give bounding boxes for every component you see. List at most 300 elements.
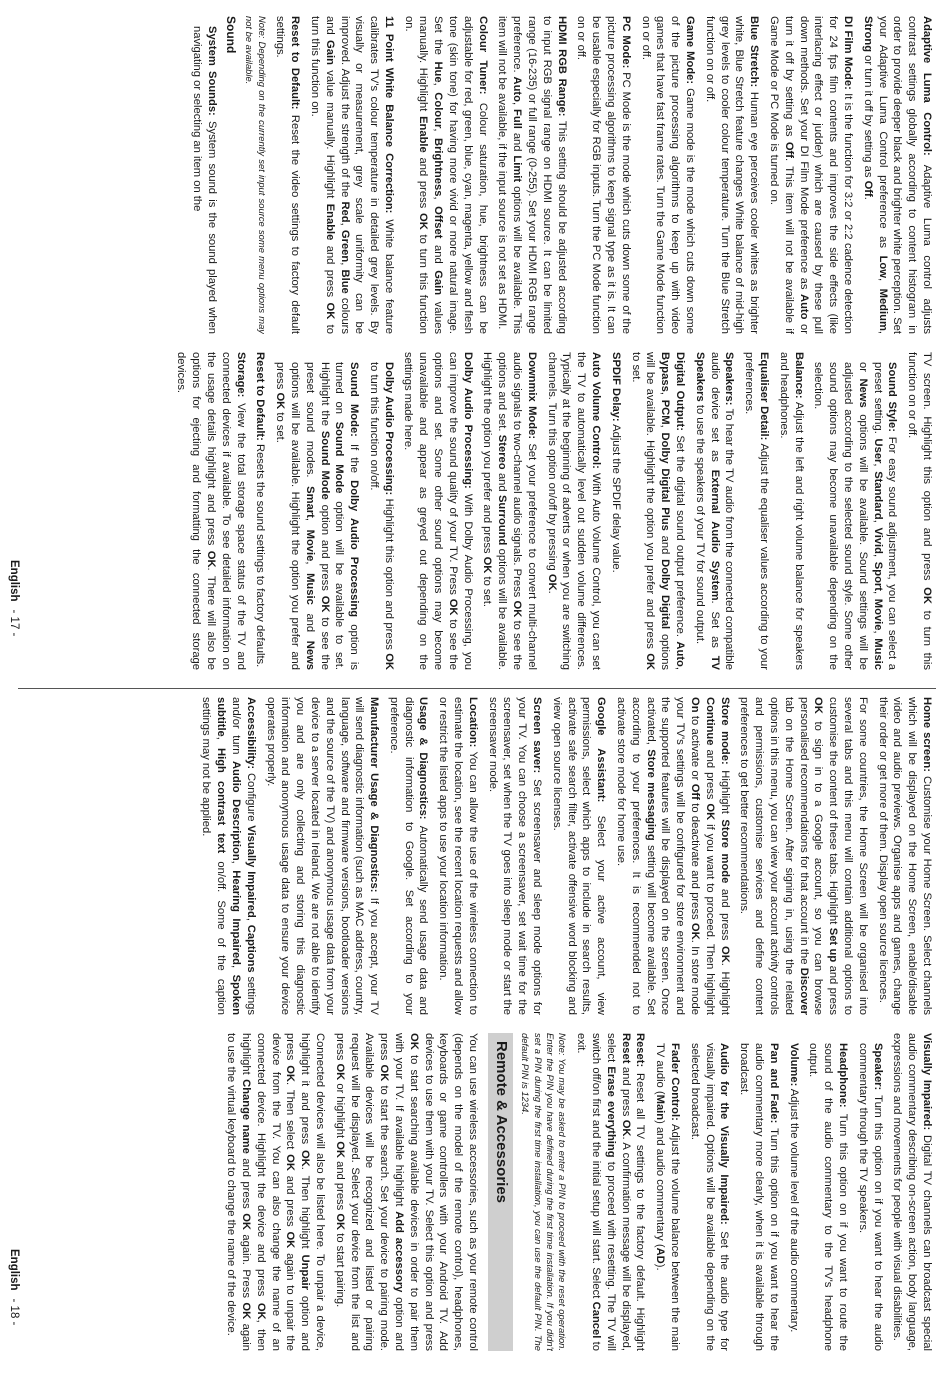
bold-term: Music: [871, 638, 884, 670]
page-18: [0, 689, 950, 1379]
bold-term: OK: [812, 697, 825, 714]
text-run: ,: [659, 424, 672, 433]
bold-term: Visually Impaired:: [921, 1033, 933, 1131]
paragraph: [652, 1033, 682, 1351]
text-run: options will be available. This item will not be available, if the input source is not set as HDMI.: [496, 16, 524, 334]
bold-term: 11 Point White Balance Correction:: [382, 16, 395, 214]
bold-term: DI Film Mode:: [842, 16, 855, 90]
bold-term: Blue Stretch:: [748, 16, 761, 88]
bold-term: OK: [318, 595, 331, 613]
bold-term: OK: [689, 922, 702, 940]
bold-term: HDMI RGB Range:: [555, 16, 568, 117]
bold-term: OK: [204, 550, 217, 568]
text-run: Digital TV channels can broadcast special audio commentary describing on-screen action, body language, expressions and movements for people with visual disabilities.: [891, 1033, 933, 1351]
paragraph: [366, 352, 396, 670]
text-run: ,: [303, 561, 316, 574]
text-run: . In store mode your TV's settings will be configured for store environment and the supported features will be displayed on the screen. Once activated,: [644, 697, 702, 1015]
text-run: Set the audio type for visually impaired. Options will be available depending on the selected broadcast.: [688, 1043, 731, 1351]
bold-term: OK: [382, 653, 395, 670]
text-run: ,: [244, 917, 257, 925]
paragraph: [628, 352, 687, 670]
paragraph: [638, 16, 697, 334]
text-run: ,: [876, 277, 889, 289]
text-run: and: [303, 604, 316, 641]
text-run: tab on the Home Screen. After signing in, using the related options in this menu, you can view your account activity controls and permissions, customise services and define content preferences to get better recommendations.: [738, 697, 795, 1015]
paragraph: [307, 16, 396, 334]
paragraph: [436, 697, 480, 1015]
bold-term: Location:: [466, 697, 479, 748]
paragraph: [273, 16, 303, 334]
bold-term: OK: [284, 1231, 297, 1249]
bold-term: Store mode:: [718, 697, 731, 765]
bold-term: Sound Mode:: [348, 362, 361, 437]
bold-term: Headphone:: [837, 1043, 850, 1108]
paragraph: [401, 352, 475, 670]
paragraph: [692, 352, 736, 670]
bold-term: Set up: [827, 927, 840, 963]
text-run: You can allow the use of the wireless connection to estimate the location, see the recent location requests and allow or restrict the listed apps to use your location information.: [437, 697, 479, 1015]
text-run: and: [659, 530, 672, 560]
text-run: or highlight: [333, 1080, 346, 1142]
bold-term: Unpair: [299, 1254, 312, 1291]
page-number: - 18 -: [8, 1298, 20, 1326]
text-run: or: [856, 362, 869, 379]
text-run: to use the speakers of your TV for sound output.: [693, 401, 706, 645]
paragraph: [485, 697, 544, 1015]
text-run: Resets the sound settings to factory defaults.: [254, 440, 267, 668]
text-run: ,: [871, 519, 884, 528]
bold-term: Medium: [876, 288, 889, 331]
bold-term: Standard: [871, 471, 884, 520]
text-run: Connected devices will also be listed here. To unpair a device, highlight it and press: [299, 1033, 327, 1351]
text-run: to sign in to a Google account, so you can browse personalised recommendations for that account in the: [797, 697, 825, 1015]
paragraph: [786, 1033, 801, 1351]
bold-term: Enable: [323, 203, 336, 241]
text-run: option and press: [318, 499, 331, 596]
paragraph: [904, 352, 934, 670]
text-run: .: [545, 590, 558, 594]
text-run: ,: [659, 391, 672, 400]
paragraph: [736, 1033, 780, 1351]
bold-term: OK: [274, 392, 287, 410]
text-run: ,: [674, 666, 687, 670]
text-run: Select your active account, view permissions, select which apps to include in search results, activate safe search filter, activate offensive word blocking and view open source licenses.: [550, 697, 608, 1015]
bold-term: Store mode: [718, 819, 731, 884]
text-run: It is the function for 3:2 or 2:2 cadence detection for 24 fps film contents and improves the side effects (like interlacing effect or judder) which are caused by these pull down methods. Set your DI Film Mode preference as: [797, 16, 855, 334]
text-run: Automatically send usage data and diagnostic information to Google. Set according to your preference.: [387, 697, 430, 1015]
text-run: Reset all TV settings to the factory default. Highlight: [634, 1067, 647, 1351]
bold-term: Full: [511, 109, 524, 129]
bold-term: OK: [254, 1302, 267, 1320]
paragraph: [737, 697, 870, 1015]
text-run: With Auto Volume Control, you can set the TV to automatically level out sudden volume differences. Typically at the beginning of adverts or when you are switching channels. Turn this option on/off by pressing: [545, 352, 603, 670]
bold-term: OK: [545, 573, 558, 591]
text-run: and press: [333, 1157, 346, 1214]
paragraph: [806, 1033, 850, 1351]
text-run: and press: [323, 240, 336, 303]
bold-term: OK: [511, 600, 524, 618]
text-run: If the: [348, 436, 361, 481]
bold-term: Colour Tuner:: [476, 16, 489, 95]
paragraph: [174, 352, 248, 670]
text-run: , then highlight: [240, 1033, 267, 1351]
bold-term: Surround: [496, 494, 509, 546]
bold-term: Equaliser Detail:: [758, 352, 771, 441]
paragraph: [776, 352, 806, 670]
text-run: and press: [718, 883, 731, 947]
paragraph: [480, 352, 539, 670]
bold-term: Sound Mode: [333, 421, 346, 494]
text-run: White balance feature calibrates TV's colour temperature in detailed grey levels. By visually or measurement, grey scale uniformity can be improved. Adjust the strength of the: [338, 16, 395, 334]
bold-term: Digital Output:: [674, 352, 687, 431]
paragraph: [272, 352, 361, 670]
bold-term: OK: [644, 653, 657, 670]
bold-term: Erase everything: [604, 1066, 617, 1158]
bold-term: Dolby Digital: [659, 559, 672, 630]
paragraph: [495, 16, 569, 334]
text-run: ) and audio commentary (: [654, 1120, 667, 1248]
paragraph: [224, 1033, 328, 1351]
text-run: ,: [871, 463, 884, 472]
text-run: and press: [703, 745, 716, 804]
paragraph: [875, 697, 934, 1015]
text-run: settings and/or turn: [229, 697, 257, 1015]
bold-term: Main: [654, 1094, 667, 1121]
bold-term: Accessibility:: [244, 697, 257, 770]
text-run: . Then select: [284, 1081, 297, 1155]
paragraph: [544, 352, 603, 670]
text-run: again to use the virtual keyboard to change the name of the device.: [225, 1033, 253, 1351]
bold-term: OK: [619, 1119, 632, 1137]
paragraph: [741, 352, 771, 670]
bold-term: Speakers:: [723, 352, 736, 406]
text-run: Adjust the SPDIF delay value.: [609, 421, 622, 573]
note: Note: Depending on the currently set input source some menu options may not be available.: [244, 16, 268, 334]
text-run: to set.: [481, 573, 494, 607]
paragraph: [811, 352, 900, 670]
paragraph: [574, 16, 633, 334]
text-run: . There will also be options for ejecting and formatting the connected storage devices.: [175, 352, 217, 670]
bold-term: Usage & Diagnostics:: [417, 697, 430, 820]
text-run: ,: [511, 102, 524, 110]
text-run: ,: [229, 860, 242, 871]
bold-term: SPDIF Delay:: [609, 352, 622, 422]
text-run: and press: [284, 1170, 297, 1232]
text-run: to set.: [629, 352, 642, 383]
text-run: ,: [876, 330, 889, 334]
text-run: colours and: [323, 16, 351, 334]
text-run: option is turned on: [333, 362, 361, 670]
bold-term: OK: [240, 1213, 253, 1230]
text-run: options will be available. Highlight the option you prefer and press: [274, 362, 301, 670]
text-run: option will be available to set. Highlight the: [318, 362, 346, 670]
text-run: to proceed with resetting. The TV will switch off/on first and the initial setup will start. Select: [590, 1033, 617, 1351]
text-run: Configure: [244, 769, 257, 826]
text-run: options will be available. Highlight the option you prefer and press: [644, 352, 672, 670]
text-run: Set the digital sound output preference.: [674, 430, 687, 642]
text-run: and press: [417, 152, 430, 214]
footer-language: English: [8, 1249, 20, 1291]
bold-term: Offset: [432, 206, 445, 239]
text-run: to start the search. Set your device to pairing mode. Available devices will be recognized and listed or pairing request will be displayed. Select your device from the list and press: [333, 1033, 391, 1351]
text-run: Set your preference to convert multi-channel audio signals to two-channel audio signals. Press: [511, 352, 538, 670]
bold-term: News: [303, 640, 316, 670]
bold-term: Home screen:: [921, 697, 933, 772]
text-run: Colour saturation, hue, brightness can be adjustable for red, green, blue, cyan, magenta, yellow and flesh tone (skin tone) for having more vivid or more natural image. Set the: [432, 16, 489, 334]
bold-term: OK: [718, 946, 731, 963]
text-run: and: [511, 128, 524, 156]
text-run: to see the preset sound modes.: [303, 362, 331, 670]
page-17-footer: [8, 560, 20, 636]
bold-term: Dolby Digital Plus: [659, 432, 672, 531]
text-run: System sound is the sound played when navigating or selecting an item on the: [191, 26, 218, 334]
text-run: on/off. Some of the caption settings may not be applied.: [200, 697, 228, 1015]
bold-term: OK: [446, 598, 459, 616]
bold-term: Audio for the Visually Impaired:: [718, 1043, 731, 1225]
text-run: and: [496, 469, 509, 495]
bold-term: Storage:: [234, 352, 247, 398]
bold-term: Reset to Default:: [289, 16, 302, 110]
text-run: Customise your Home Screen. Select channels which will be displayed on the Home Screen, enable/disable video and audio previews. Organise apps and games, change their order or get more of them. Display open source licences.: [876, 697, 933, 1015]
text-run: To hear the TV audio from the connected compatible audio device set as: [708, 352, 736, 670]
bold-term: OK: [481, 556, 494, 574]
text-run: Adjust the left and right volume balance for speakers and headphones.: [777, 352, 805, 670]
bold-term: Colour: [432, 92, 445, 129]
bold-term: On: [689, 697, 702, 713]
note: Note: You may be asked to enter a PIN to proceed with the reset operation. Enter the PIN you have defined during the first time installation. If you didn't set a PIN during the first time installation, you can use the default PIN. The default PIN is 1234.: [520, 1033, 569, 1351]
bold-term: AD: [654, 1247, 667, 1264]
bold-term: Audio Description: [229, 760, 242, 861]
paragraph: [189, 16, 219, 334]
text-run: and press: [827, 962, 840, 1015]
text-run: Set screensaver and sleep mode options for your TV. You can choose a screensaver, set wait time for the screensaver, set when the TV goes into sleep mode or start the screensaver mode.: [486, 697, 544, 1015]
paragraph: [687, 1033, 731, 1351]
bold-term: Hearing Impaired: [229, 870, 242, 966]
paragraph: [890, 1033, 934, 1351]
text-run: options will be available. Highlight the option you prefer and press: [481, 352, 509, 670]
paragraph: [263, 697, 381, 1015]
text-run: to exit.: [575, 1033, 603, 1351]
page-17-right-column: [34, 352, 934, 670]
text-run: . Highlight: [718, 962, 731, 1015]
bold-term: OK: [240, 1302, 253, 1320]
bold-term: Stereo: [496, 434, 509, 470]
text-run: again to unpair the device from the TV. You can also change the name of an connected device. Highlight the device and press: [254, 1033, 297, 1351]
text-run: ,: [871, 630, 884, 639]
bold-term: High contrast text: [215, 748, 228, 854]
text-run: . Then highlight: [299, 1166, 312, 1255]
text-run: ,: [303, 517, 316, 530]
paragraph: [332, 1033, 480, 1351]
bold-term: Reset: [619, 1033, 632, 1064]
text-run: to start pairing.: [333, 1230, 346, 1308]
bold-term: Google Assistant:: [595, 697, 608, 803]
bold-term: Green: [338, 229, 351, 263]
bold-term: OK: [333, 1141, 346, 1158]
bold-term: Gain: [432, 270, 445, 296]
text-run: if you want to proceed. Then highlight: [703, 820, 716, 1015]
page-number: - 17 -: [8, 609, 20, 637]
bold-term: Downmix Mode:: [525, 352, 538, 440]
bold-term: PC Mode:: [619, 16, 632, 69]
paragraph: [766, 16, 855, 334]
bold-term: Volume:: [787, 1043, 800, 1087]
bold-term: TV Speakers: [693, 352, 721, 670]
bold-term: Add accessory: [393, 1211, 406, 1293]
text-run: again. Press: [240, 1229, 253, 1303]
paragraph: [855, 1033, 885, 1351]
bold-term: Game Mode:: [684, 16, 697, 85]
text-run: ,: [432, 128, 445, 138]
text-run: ,: [215, 736, 228, 749]
bold-term: Off: [782, 141, 795, 159]
bold-term: Dolby Audio Processing:: [382, 362, 395, 496]
page-18-right-column: [34, 1033, 934, 1351]
bold-term: System Sounds:: [205, 26, 218, 116]
bold-term: Enable: [417, 116, 430, 153]
bold-term: External Audio System: [708, 469, 721, 601]
bold-term: OK: [407, 1033, 420, 1050]
text-run: .: [861, 196, 874, 200]
bold-term: Blue: [338, 269, 351, 294]
section-heading: Sound: [223, 16, 238, 54]
paragraph: [573, 1033, 647, 1351]
text-run: to see the options and set. Some other sound options may become unavailable and appear as greyed out depending on the settings made here.: [402, 352, 459, 670]
bold-term: Speaker:: [871, 1043, 884, 1091]
text-run: Highlight this option and press: [382, 495, 395, 654]
bold-term: Strong: [861, 16, 874, 53]
text-run: ).: [654, 1263, 667, 1271]
bold-term: Limit: [511, 155, 524, 183]
text-run: With Dolby Audio Processing, you can improve the sound quality of your TV. Press: [446, 352, 474, 670]
bold-term: News: [856, 378, 869, 408]
bold-term: Auto Volume Control:: [590, 352, 603, 469]
text-run: For easy sound adjustment, you can select a preset setting.: [871, 362, 899, 670]
text-run: View the total storage space status of the TV and connected devices if available. To see detailed information on the usage details highlight and press: [204, 352, 247, 670]
text-run: This setting should be adjusted according to input RGB signal range on HDMI source. It can be limited range (16-235) or full range (0-255). Set your HDMI RGB range preference.: [511, 16, 568, 334]
bold-term: User: [871, 438, 884, 464]
bold-term: Auto: [797, 294, 810, 320]
bold-term: PCM: [659, 399, 672, 425]
footer-language: English: [8, 560, 20, 602]
bold-term: Cancel: [590, 1301, 603, 1339]
text-run: . This item will not be available if Game Mode or PC Mode is turned on.: [768, 16, 795, 334]
text-run: Turn this option on if you want to hear the audio commentary more clearly, when it is available through broadcast.: [738, 1043, 780, 1351]
bold-term: Movie: [871, 598, 884, 631]
text-run: Turn this option on if you want to route the sound of the audio commentary to the TV's headphone output.: [807, 1043, 850, 1351]
bold-term: Auto: [511, 76, 524, 102]
page-17-left-column: [34, 16, 934, 334]
text-run: Game mode is the mode which cuts down some of the picture processing algorithms to keep up with video games that have fast frame rates. Turn the Game Mode function on or off.: [639, 16, 697, 334]
bold-term: Auto: [674, 641, 687, 667]
bold-term: Captions: [244, 924, 257, 973]
bold-term: OK: [299, 1149, 312, 1167]
paragraph: [199, 697, 258, 1015]
text-run: ,: [871, 591, 884, 599]
page-18-footer: [8, 1249, 20, 1325]
bold-term: OK: [921, 587, 933, 604]
bold-term: Pan and Fade:: [767, 1043, 780, 1124]
bold-term: Reset to Default:: [254, 352, 267, 441]
bold-term: Spoken subtitle: [215, 697, 242, 1015]
text-run: ,: [338, 222, 351, 230]
text-run: values manually. Highlight: [417, 16, 445, 334]
bold-term: Screen saver:: [531, 697, 544, 774]
bold-term: Sound Mode: [318, 430, 331, 500]
text-run: ,: [229, 965, 242, 975]
page-17: [0, 0, 950, 688]
bold-term: Dolby Audio Processing:: [461, 352, 474, 489]
bold-term: Low: [876, 255, 889, 278]
bold-term: Off: [689, 783, 702, 800]
bold-term: Visually Impaired: [244, 825, 257, 918]
bold-term: Continue: [703, 697, 716, 746]
text-run: Highlight: [718, 764, 731, 820]
bold-term: Sport: [871, 561, 884, 592]
bold-term: OK: [378, 1064, 391, 1082]
text-run: For some countries, the Home Screen will be organised into several tabs and this menu will contain additional options to customise the content of these tabs. Highlight: [827, 697, 869, 1015]
bold-term: OK: [323, 302, 336, 320]
text-run: or turn it off by setting as: [861, 52, 874, 181]
text-run: to turn this function on.: [308, 16, 336, 334]
bold-term: Vivid: [871, 527, 884, 555]
bold-term: Smart: [303, 486, 316, 518]
page-18-left-column: [34, 697, 934, 1015]
text-run: ,: [871, 554, 884, 562]
bold-term: OK: [333, 1063, 346, 1081]
paragraph: [702, 16, 761, 334]
bold-term: Off: [861, 180, 874, 197]
bold-term: Adaptive Luma Control:: [921, 16, 933, 156]
bold-term: Bypass: [659, 352, 672, 392]
section-banner: Remote & Accessories: [488, 1033, 513, 1351]
bold-term: OK: [703, 803, 716, 821]
text-run: or turn it off by setting as: [782, 16, 810, 334]
bold-term: Music: [303, 573, 316, 605]
text-run: Human eye perceives cooler whites as brighter white, Blue Stretch feature changes White balance of mid-high grey levels to cooler colour temperature. Turn the Blue Stretch function on or off.: [703, 16, 761, 334]
bold-term: Brightness: [432, 138, 445, 197]
text-run: option and press: [378, 1033, 406, 1351]
text-run: to activate or: [689, 712, 702, 784]
text-run: Turn this option on if you want to hear the audio commentary through the TV speakers.: [856, 1043, 884, 1351]
text-run: TV screen. Highlight this option and press: [921, 352, 933, 588]
text-run: to set.: [274, 409, 287, 443]
paragraph: [386, 697, 430, 1015]
text-run: value manually. Highlight: [323, 64, 336, 204]
text-run: and press: [240, 1153, 253, 1214]
text-run: ,: [338, 262, 351, 270]
bold-term: OK: [284, 1154, 297, 1171]
bold-term: Hue: [432, 61, 445, 83]
text-run: Adaptive Luma control adjusts contrast settings globally according to content histogram in order to provide deeper black and brighter white perception. Set your Adaptive Luma Control preference as: [876, 16, 933, 334]
text-run: You can use wireless accessories, such as your remote control (depends on the model of the remote control), headphones, keyboards or game controllers with your Android TV. Add devices to use them with your TV. Select this option and press: [422, 1033, 480, 1351]
paragraph: [608, 352, 623, 670]
text-run: option and press: [284, 1033, 312, 1351]
bold-term: Red: [338, 201, 351, 223]
text-run: . Set as: [708, 600, 721, 656]
text-run: and press: [619, 1063, 632, 1120]
bold-term: Gain: [323, 40, 336, 65]
bold-term: Dolby Audio Processing: [348, 480, 361, 618]
bold-term: Fader Control:: [669, 1043, 682, 1121]
paragraph: [613, 697, 731, 1015]
text-run: to turn this function on or off.: [906, 352, 933, 670]
text-run: PC Mode is the mode which cuts down some of the picture processing algorithms to keep signal type as it is. It can be usable especially for RGB inputs. Turn the PC Mode function on or off.: [575, 16, 632, 334]
bold-term: Store messaging: [644, 749, 657, 841]
text-run: . A confirmation message will be displayed, select: [604, 1033, 632, 1351]
text-run: Adjust the volume level of the audio commentary.: [787, 1086, 800, 1333]
text-run: Adjust the equaliser values according to your preferences.: [743, 352, 771, 670]
